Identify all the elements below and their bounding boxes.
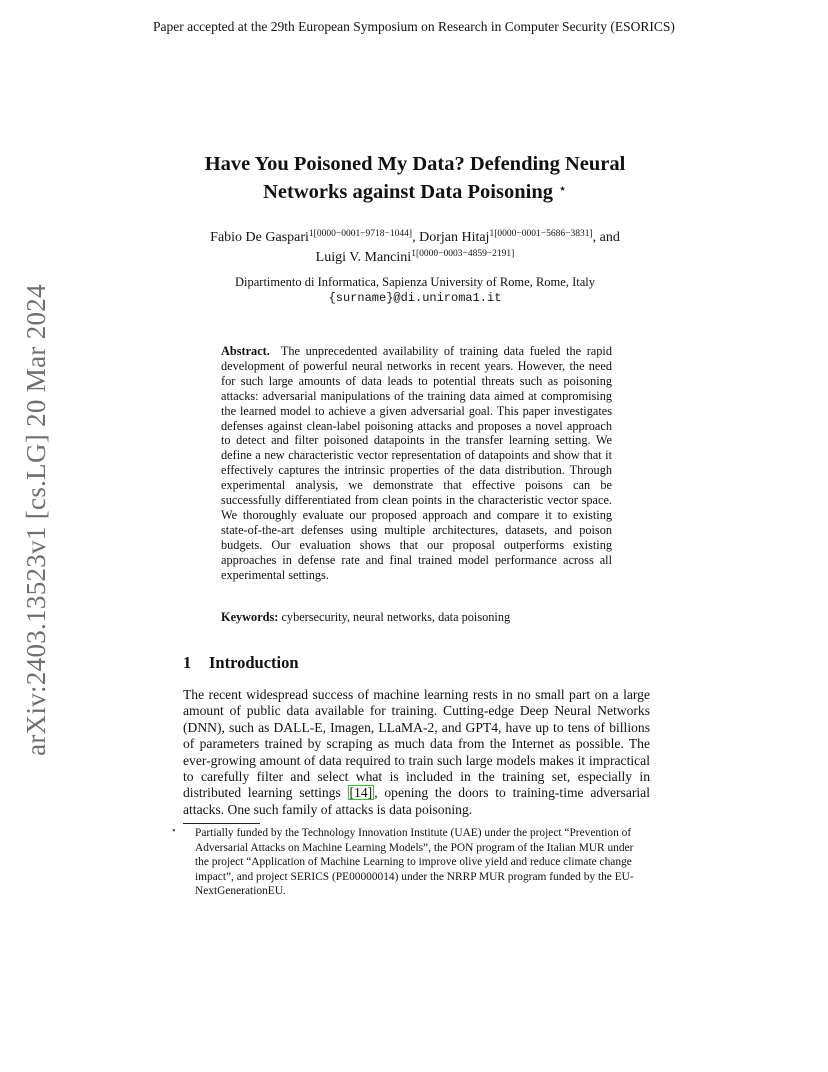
title-footnote-marker[interactable]: ⋆ (558, 182, 567, 197)
intro-text-after-citation: , opening the doors to training-time adversarial attacks. One such family of attacks is data poisoning. (183, 785, 650, 817)
intro-paragraph (183, 687, 650, 818)
section-heading (183, 653, 299, 673)
footnote-body: ⋆ Partially funded by the Technology Innovation Institute (UAE) under the project “Prevention of Adversarial Attacks on Machine Learning Models”, the PON program of the Italian MUR under the project “Application of Machine Learning to improve olive yield and reduce climate change impact”, and project SERICS (PE00000014) under the NRRP MUR program funded by the EU-NextGenerationEU. (171, 825, 634, 898)
author-2-separator: , and (592, 230, 620, 245)
section-title: Introduction (209, 653, 299, 672)
keywords-label: Keywords: (221, 610, 279, 624)
paper-title (150, 152, 680, 205)
footnote-rule (183, 823, 260, 824)
citation-link[interactable]: [14] (349, 785, 373, 801)
title-line-2 (150, 177, 680, 205)
abstract-text: The unprecedented availability of training data fueled the rapid development of powerful neural networks in recent years. However, the need for such large amounts of data leads to potential threats such as poisoning attacks: adversarial manipulations of the training data aimed at compromising the learned model to achieve a given adversarial goal. This paper investigates defenses against clean-label poisoning attacks and proposes a novel approach to detect and filter poisoned datapoints in the transfer learning setting. We define a new characteristic vector representation of datapoints and show that it effectively captures the intrinsic properties of the data distribution. Through experimental analysis, we demonstrate that effective poisons can be successfully differentiated from clean points in the characteristic vector space. We thoroughly evaluate our proposed approach and compare it to existing state-of-the-art defenses using multiple architectures, datasets, and poison budgets. Our evaluation shows that our proposal outperforms existing approaches in defense rate and final trained model performance across all experimental settings. (221, 344, 612, 582)
section-number: 1 (183, 653, 192, 672)
abstract-label: Abstract. (221, 344, 270, 358)
venue-note: Paper accepted at the 29th European Symposium on Research in Computer Security (ESORICS) (153, 19, 675, 34)
author-line-1 (150, 228, 680, 248)
footnote-text: Partially funded by the Technology Innovation Institute (UAE) under the project “Prevention of Adversarial Attacks on Machine Learning Models”, the PON program of the Italian MUR under the project “Application of Machine Learning to improve olive yield and reduce climate change impact”, and project SERICS (PE00000014) under the NRRP MUR program funded by the EU-NextGenerationEU. (195, 827, 634, 898)
author-1-name: Fabio De Gaspari (210, 230, 309, 245)
author-1-separator: , (412, 230, 420, 245)
abstract (221, 344, 612, 583)
arxiv-identifier[interactable]: arXiv:2403.13523v1 [cs.LG] 20 Mar 2024 (21, 284, 51, 756)
intro-text-before-citation: The recent widespread success of machine learning rests in no small part on a large amount of public data available for training. Cutting-edge Deep Neural Networks (DNN), such as DALL-E, Imagen, LLaMA-2, and GPT4, have up to tens of billions of parameters trained by scraping as much data from the Internet as possible. The ever-growing amount of data required to train such large models makes it impractical to carefully filter and select what is included in the training set, especially in distributed learning settings (183, 687, 650, 801)
author-2-name: Dorjan Hitaj (419, 230, 490, 245)
affiliation (150, 274, 680, 306)
affiliation-line: Dipartimento di Informatica, Sapienza University of Rome, Rome, Italy (235, 275, 595, 289)
footnote (171, 825, 650, 899)
author-3-orcid[interactable]: 1[0000−0003−4859−2191] (411, 249, 515, 259)
author-line-2 (150, 248, 680, 268)
author-3-name: Luigi V. Mancini (315, 250, 412, 265)
title-line-2-text: Networks against Data Poisoning (263, 181, 553, 203)
author-list (150, 228, 680, 268)
keywords (221, 610, 612, 625)
keywords-text: cybersecurity, neural networks, data poisoning (281, 610, 511, 624)
author-email[interactable]: {surname}@di.uniroma1.it (328, 291, 502, 305)
author-2-orcid[interactable]: 1[0000−0001−5686−3831] (489, 229, 593, 239)
author-1-orcid[interactable]: 1[0000−0001−9718−1044] (308, 229, 413, 239)
title-line-1: Have You Poisoned My Data? Defending Neural (204, 153, 626, 175)
